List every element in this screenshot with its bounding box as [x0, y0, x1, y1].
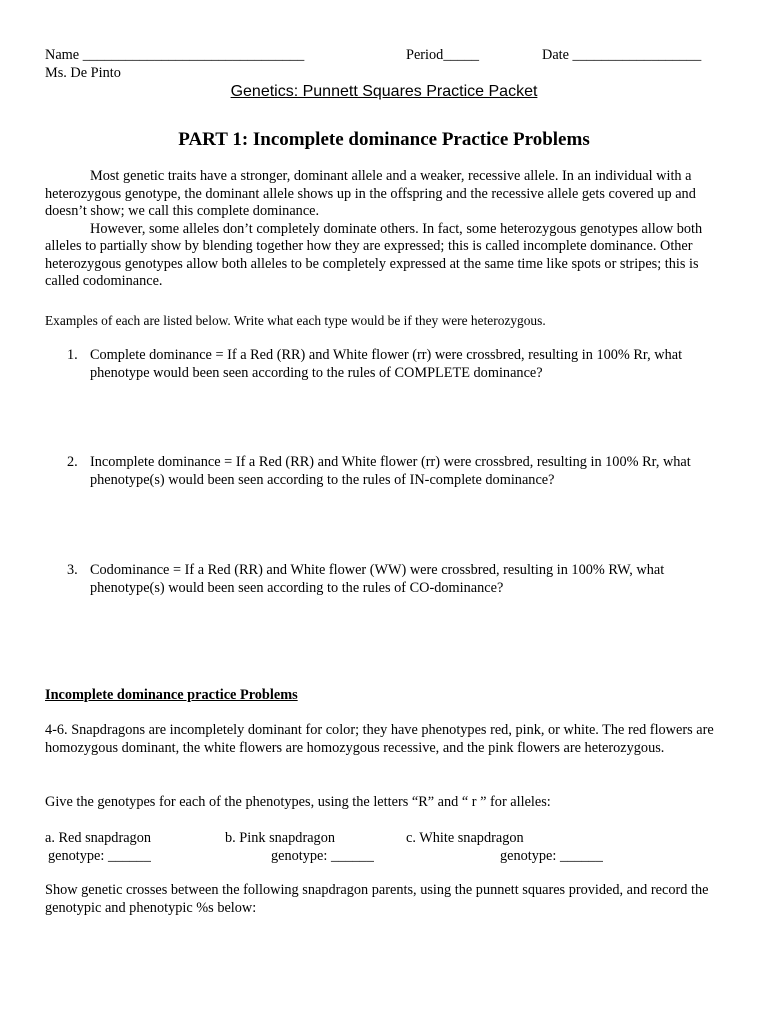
intro-section [45, 168, 727, 291]
part-title: PART 1: Incomplete dominance Practice Problems [178, 129, 590, 150]
crosses-instruction [45, 882, 727, 917]
name-field[interactable]: Name _______________________________ [45, 47, 305, 63]
white-snapdragon-label: c. White snapdragon [406, 830, 524, 846]
section-heading: Incomplete dominance practice Problems [45, 687, 298, 703]
red-snapdragon-label: a. Red snapdragon [45, 830, 152, 846]
intro-paragraph-1: Most genetic traits have a stronger, dominant allele and a weaker, recessive allele. In an individual with a heterozygous genotype, the dominant allele shows up in the offspring and the recessive allele gets covered up and doesn’t show; we call this complete dominance. [45, 168, 696, 219]
packet-title-text: Genetics: Punnett Squares Practice Packet [230, 83, 538, 100]
question-number: 3. [67, 562, 78, 578]
pink-genotype-field[interactable]: genotype: ______ [271, 848, 374, 864]
snapdragon-intro-text: 4-6. Snapdragons are incompletely dominant for color; they have phenotypes red, pink, or white. The red flowers are homozygous dominant, the white flowers are homozygous recessive, and the pink flowers are heterozygous. [45, 722, 714, 756]
period-field[interactable]: Period_____ [406, 47, 480, 63]
question-number: 1. [67, 347, 78, 363]
red-genotype-field[interactable]: genotype: ______ [48, 848, 151, 864]
white-genotype-field[interactable]: genotype: ______ [500, 848, 603, 864]
snapdragon-intro [45, 722, 727, 757]
pink-snapdragon-label: b. Pink snapdragon [225, 830, 335, 846]
question-text: Codominance = If a Red (RR) and White flower (WW) were crossbred, resulting in 100% RW, what phenotype(s) would been seen according to the rules of CO-dominance? [90, 562, 665, 596]
teacher-name: Ms. De Pinto [45, 65, 121, 81]
question-number: 2. [67, 454, 78, 470]
question-text: Complete dominance = If a Red (RR) and White flower (rr) were crossbred, resulting in 100% Rr, what phenotype would been seen according to the rules of COMPLETE dominance? [90, 347, 683, 381]
examples-instruction: Examples of each are listed below. Write what each type would be if they were heterozygous. [45, 313, 546, 328]
intro-paragraph-2: However, some alleles don’t completely dominate others. In fact, some heterozygous genotypes allow both alleles to partially show by blending together how they are expressed; this is called incomplete dominance. Other heterozygous genotypes allow both alleles to be completely expressed at the same time like spots or stripes; this is called codominance. [45, 220, 703, 289]
genotype-instruction: Give the genotypes for each of the phenotypes, using the letters “R” and “ r ” for alleles: [45, 794, 551, 810]
question-text: Incomplete dominance = If a Red (RR) and White flower (rr) were crossbred, resulting in 100% Rr, what phenotype(s) would been seen according to the rules of IN-complete dominance? [90, 454, 691, 488]
packet-title [0, 83, 768, 101]
crosses-instruction-text: Show genetic crosses between the following snapdragon parents, using the punnett squares provided, and record the genotypic and phenotypic %s below: [45, 882, 709, 916]
date-field[interactable]: Date __________________ [542, 47, 702, 63]
